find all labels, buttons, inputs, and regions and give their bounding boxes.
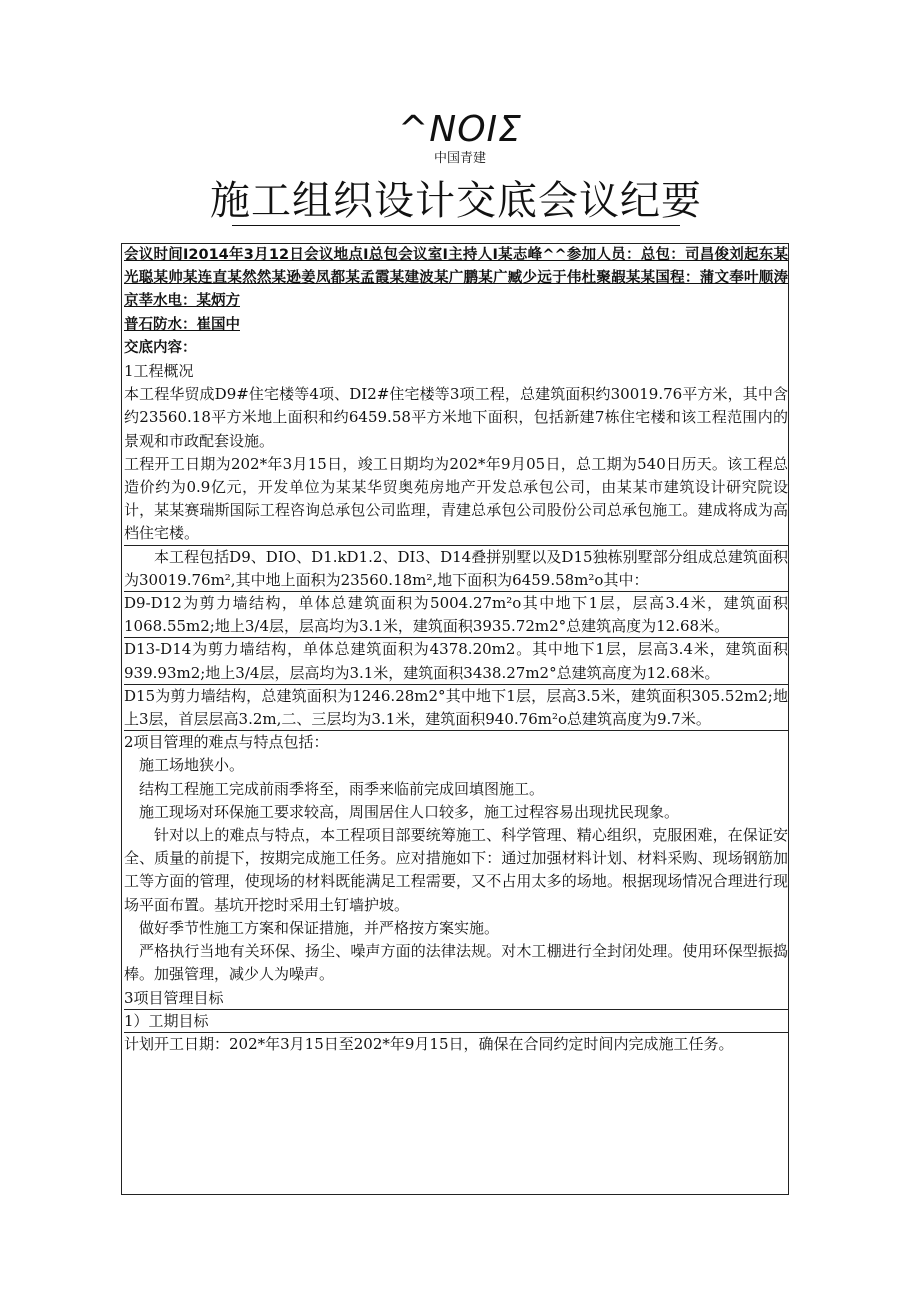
paragraph: D15为剪力墙结构，总建筑面积为1246.28m2°其中地下1层，层高3.5米，建筑面积305.52m2;地上3层，首层层高3.2m,二、三层均为3.1米，建筑面积940.76m²o总建筑高度为9.7米。 bbox=[124, 686, 788, 729]
content-label: 交底内容： bbox=[124, 339, 197, 356]
paragraph: 计划开工日期：202*年3月15日至202*年9月15日，确保在合同约定时间内完成施工任务。 bbox=[124, 1034, 734, 1053]
list-item: 施工场地狭小。 bbox=[139, 756, 245, 775]
paragraph: 工程开工日期为202*年3月15日，竣工日期均为202*年9月05日，总工期为540日历天。该工程总造价约为0.9亿元，开发单位为某某华贸奥苑房地产开发总承包公司，由某某市建筑设计研究院设计，某某赛瑞斯国际工程咨询总承包公司监理，青建总承包公司股份公司总承包施工。建成将成为高档住宅楼。 bbox=[124, 454, 788, 543]
company-logo: ^NOIΣ bbox=[398, 109, 522, 150]
section-heading: 3项目管理目标 bbox=[124, 988, 224, 1007]
minutes-content bbox=[124, 244, 788, 1056]
paragraph: D13-D14为剪力墙结构，单体总建筑面积为4378.20m2。其中地下1层，层高3.4米，建筑面积939.93m2;地上3/4层，层高均为3.1米，建筑面积3438.27m2°总建筑高度为12.68米。 bbox=[124, 640, 788, 682]
meeting-info: 会议时间I2014年3月12日会议地点I总包会议室I主持人I某志峰^^参加人员：总包：司昌俊刘起东某光聪某帅某连直某然然某逊姜凤都某孟霞某建波某广鹏某广臧少远于伟杜聚嘏某某国程：蒲文奉叶顺涛京莘水电：某炳方 bbox=[124, 247, 788, 310]
subsection-heading: 1）工期目标 bbox=[124, 1011, 209, 1030]
paragraph: 严格执行当地有关环保、扬尘、噪声方面的法律法规。对木工棚进行全封闭处理。使用环保型振捣棒。加强管理，减少人为噪声。 bbox=[124, 942, 788, 984]
section-heading: 1工程概况 bbox=[124, 362, 194, 381]
organization-name: 中国青建 bbox=[433, 151, 486, 166]
minutes-table bbox=[121, 243, 789, 1195]
paragraph: 做好季节性施工方案和保证措施，并严格按方案实施。 bbox=[139, 918, 500, 937]
meeting-attendees-waterproof: 普石防水：崔国中 bbox=[124, 316, 240, 333]
document-title: 施工组织设计交底会议纪要 bbox=[0, 172, 912, 230]
paragraph: 本工程华贸成D9#住宅楼等4项、DI2#住宅楼等3项工程，总建筑面积约30019.76平方米，其中含约23560.18平方米地上面积和约6459.58平方米地下面积，包括新建7栋住宅楼和该工程范围内的景观和市政配套设施。 bbox=[124, 385, 788, 450]
list-item: 结构工程施工完成前雨季将至，雨季来临前完成回填图施工。 bbox=[139, 779, 545, 798]
paragraph: 针对以上的难点与特点，本工程项目部要统筹施工、科学管理、精心组织，克服困难，在保证安全、质量的前提下，按期完成施工任务。应对措施如下：通过加强材料计划、材料采购、现场钢筋加工等方面的管理，使现场的材料既能满足工程需要，又不占用太多的场地。根据现场情况合理进行现场平面布置。基坑开挖时采用土钉墙护坡。 bbox=[124, 826, 788, 914]
paragraph: 本工程包括D9、DIO、D1.kD1.2、DI3、D14叠拼别墅以及D15独栋别墅部分组成总建筑面积为30019.76m²,其中地上面积为23560.18m²,地下面积为6459.58m²o其中： bbox=[124, 547, 788, 589]
paragraph: D9-D12为剪力墙结构，单体总建筑面积为5004.27m²o其中地下1层，层高3.4米，建筑面积1068.55m2;地上3/4层，层高均为3.1米，建筑面积3935.72m2°总建筑高度为12.68米。 bbox=[124, 594, 788, 636]
list-item: 施工现场对环保施工要求较高，周围居住人口较多，施工过程容易出现扰民现象。 bbox=[139, 802, 680, 821]
section-heading: 2项目管理的难点与特点包括： bbox=[124, 733, 329, 752]
